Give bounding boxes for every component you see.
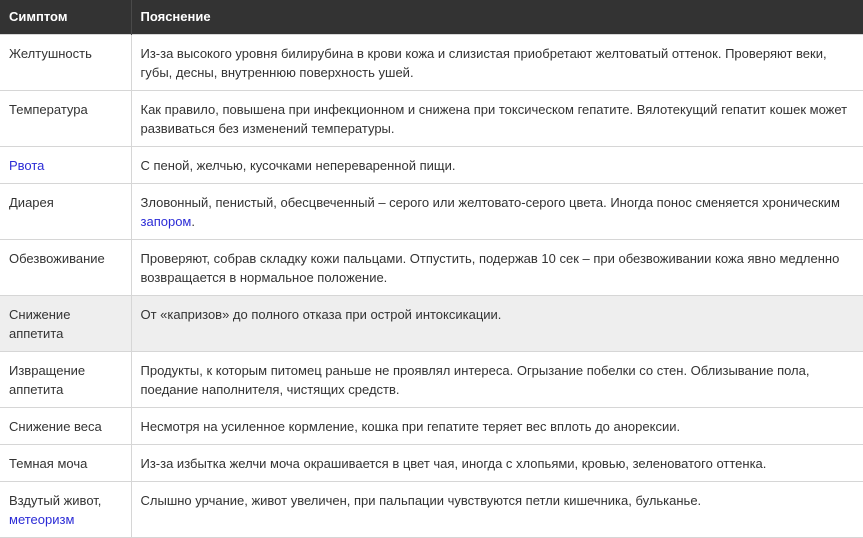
explanation-link-constipation[interactable]: запором: [140, 213, 192, 229]
symptom-cell: [0, 146, 131, 183]
column-header-symptom: Симптом: [0, 0, 131, 34]
table-row: [0, 481, 863, 537]
symptom-cell: Желтушность: [0, 34, 131, 90]
explanation-cell: Из-за высокого уровня билирубина в крови кожа и слизистая приобретают желтоватый оттенок. Проверяют веки, губы, десны, внутреннюю поверхность ушей.: [131, 34, 863, 90]
symptom-cell: Диарея: [0, 183, 131, 239]
symptom-cell: Темная моча: [0, 444, 131, 481]
symptom-link-vomiting[interactable]: Рвота: [9, 157, 45, 173]
explanation-cell: Слышно урчание, живот увеличен, при пальпации чувствуются петли кишечника, бульканье.: [131, 481, 863, 537]
explanation-cell: С пеной, желчью, кусочками непереваренной пищи.: [131, 146, 863, 183]
symptom-cell: Извращение аппетита: [0, 351, 131, 407]
symptom-cell: Снижение веса: [0, 407, 131, 444]
symptom-cell: [0, 481, 131, 537]
table-row: [0, 239, 863, 295]
explanation-text: .: [191, 213, 195, 229]
table-row: [0, 183, 863, 239]
explanation-cell: От «капризов» до полного отказа при острой интоксикации.: [131, 295, 863, 351]
explanation-cell: Проверяют, собрав складку кожи пальцами. Отпустить, подержав 10 сек – при обезвоживании кожа явно медленно возвращается в нормальное положение.: [131, 239, 863, 295]
explanation-cell: Несмотря на усиленное кормление, кошка при гепатите теряет вес вплоть до анорексии.: [131, 407, 863, 444]
symptom-cell: Обезвоживание: [0, 239, 131, 295]
explanation-cell: [131, 183, 863, 239]
column-header-explanation: Пояснение: [131, 0, 863, 34]
explanation-cell: Из-за избытка желчи моча окрашивается в цвет чая, иногда с хлопьями, кровью, зеленоватого оттенка.: [131, 444, 863, 481]
table-row: [0, 146, 863, 183]
symptom-link-flatulence[interactable]: метеоризм: [9, 511, 75, 527]
symptom-cell: Температура: [0, 90, 131, 146]
explanation-cell: Продукты, к которым питомец раньше не проявлял интереса. Огрызание побелки со стен. Облизывание пола, поедание наполнителя, чистящих средств.: [131, 351, 863, 407]
explanation-cell: Как правило, повышена при инфекционном и снижена при токсическом гепатите. Вялотекущий гепатит кошек может развиваться без изменений температуры.: [131, 90, 863, 146]
symptom-cell: Снижение аппетита: [0, 295, 131, 351]
table-header-row: [0, 0, 863, 34]
table-row: [0, 407, 863, 444]
table-row: [0, 351, 863, 407]
table-row: [0, 444, 863, 481]
table-row: [0, 34, 863, 90]
table-row: [0, 90, 863, 146]
table-row-highlighted: [0, 295, 863, 351]
symptom-text: Вздутый живот,: [9, 492, 102, 508]
explanation-text: Зловонный, пенистый, обесцвеченный – серого или желтовато-серого цвета. Иногда понос сменяется хроническим: [140, 194, 840, 210]
